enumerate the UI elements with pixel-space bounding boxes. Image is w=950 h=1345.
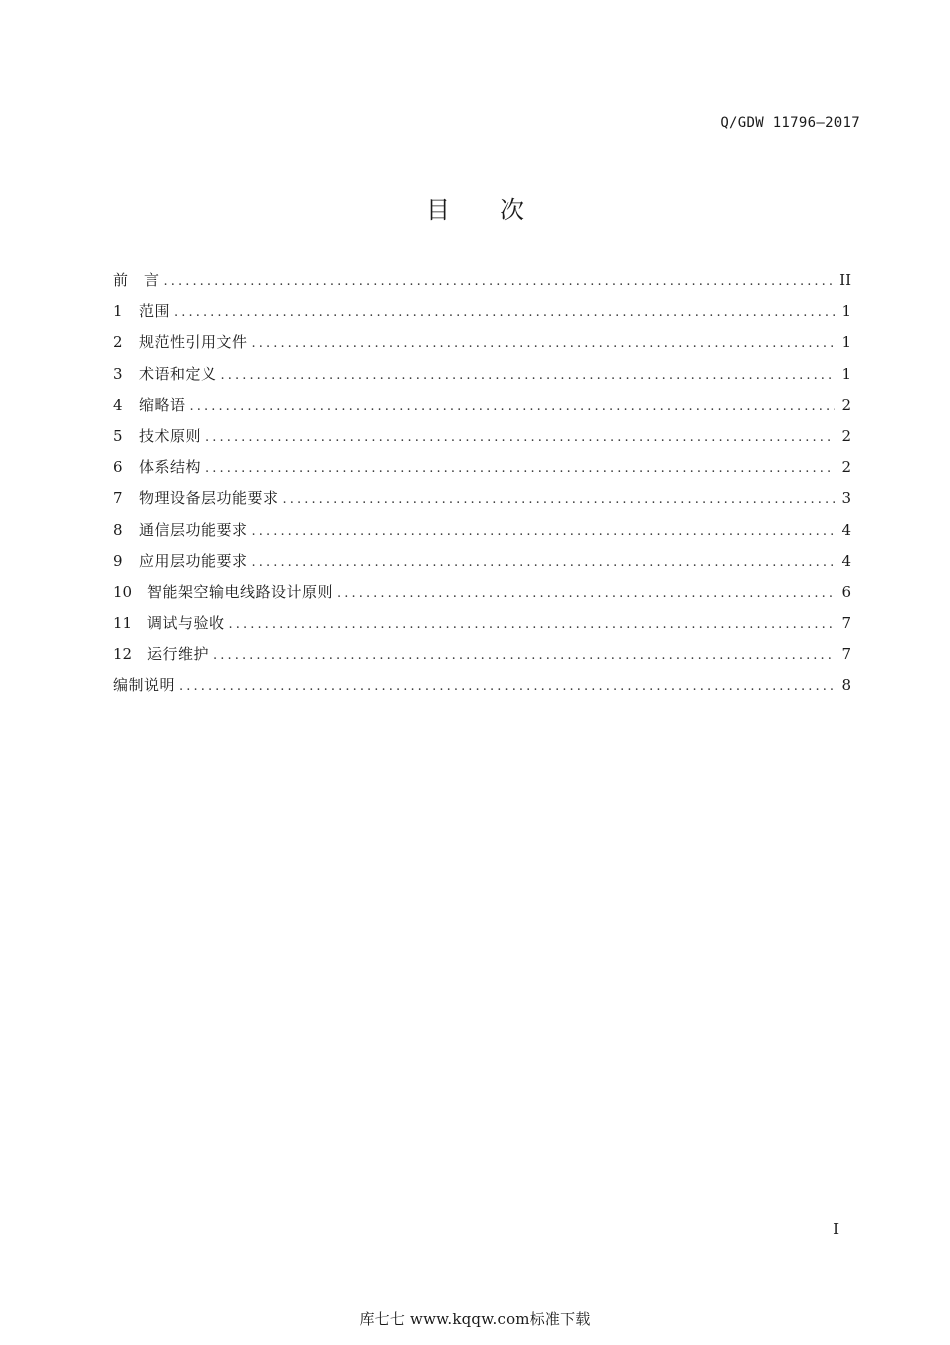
toc-section-number: 10 <box>113 582 133 601</box>
toc-entry-12[interactable] <box>113 639 851 670</box>
toc-label: 运行维护 <box>147 645 210 664</box>
toc-label: 技术原则 <box>139 426 202 445</box>
toc-entry-11[interactable] <box>113 608 851 639</box>
toc-section-number: 11 <box>113 614 133 633</box>
toc-label: 调试与验收 <box>147 614 225 633</box>
toc-leader-dots <box>337 578 835 609</box>
toc-section-number: 6 <box>113 458 123 477</box>
toc-leader-dots <box>252 547 835 578</box>
toc-section-number: 9 <box>113 551 123 570</box>
toc-section-number: 5 <box>113 426 123 445</box>
toc-page-number: 4 <box>841 551 851 570</box>
toc-label: 体系结构 <box>139 458 202 477</box>
toc-leader-dots <box>205 422 835 453</box>
toc-leader-dots <box>174 297 835 328</box>
toc-page-number: 8 <box>841 676 851 695</box>
toc-section-number: 12 <box>113 645 133 664</box>
toc-entry-5[interactable] <box>113 421 851 452</box>
toc-page-number: 2 <box>841 426 851 445</box>
footer-watermark-text: 库七七 www.kqqw.com标准下载 <box>359 1310 591 1328</box>
toc-section-number: 2 <box>113 333 123 352</box>
toc-page-number: 7 <box>841 614 851 633</box>
toc-entry-8[interactable] <box>113 515 851 546</box>
toc-entry-2[interactable] <box>113 327 851 358</box>
toc-entry-3[interactable] <box>113 359 851 390</box>
toc-label: 通信层功能要求 <box>139 520 248 539</box>
toc-label: 缩略语 <box>139 395 186 414</box>
toc-label: 前 言 <box>113 271 160 289</box>
toc-page-number: 2 <box>841 395 851 414</box>
toc-label: 物理设备层功能要求 <box>139 489 279 508</box>
page-title <box>0 190 950 225</box>
toc-leader-dots <box>190 391 835 422</box>
toc-entry-1[interactable] <box>113 296 851 327</box>
toc-entry-foreword[interactable] <box>113 265 851 296</box>
toc-page-number: 1 <box>841 302 851 321</box>
toc-leader-dots <box>252 328 835 359</box>
toc-leader-dots <box>213 640 835 671</box>
toc-section-number: 8 <box>113 520 123 539</box>
toc-entry-7[interactable] <box>113 483 851 514</box>
toc-section-number: 4 <box>113 395 123 414</box>
toc-section-number: 7 <box>113 489 123 508</box>
toc-entry-10[interactable] <box>113 577 851 608</box>
toc-page-number: 3 <box>841 489 851 508</box>
toc-page-number: 4 <box>841 520 851 539</box>
toc-page-number: 1 <box>841 364 851 383</box>
toc-entry-6[interactable] <box>113 452 851 483</box>
standard-code: Q/GDW 11796—2017 <box>720 115 860 131</box>
toc-leader-dots <box>229 609 835 640</box>
toc-leader-dots <box>252 516 835 547</box>
page-title-char-2: 次 <box>500 196 524 224</box>
toc-page-number: 1 <box>841 333 851 352</box>
toc-leader-dots <box>283 484 835 515</box>
toc-page-number: II <box>839 271 851 289</box>
toc-leader-dots <box>179 671 835 702</box>
toc-label: 应用层功能要求 <box>139 551 248 570</box>
toc-label: 智能架空输电线路设计原则 <box>147 582 334 601</box>
toc-label: 规范性引用文件 <box>139 333 248 352</box>
toc-page-number: 6 <box>841 582 851 601</box>
toc-page-number: 2 <box>841 458 851 477</box>
page-title-char-1: 目 <box>426 196 450 224</box>
toc-page-number: 7 <box>841 645 851 664</box>
toc-label: 编制说明 <box>113 676 176 695</box>
toc-section-number: 1 <box>113 302 123 321</box>
toc-entry-4[interactable] <box>113 390 851 421</box>
toc-entry-9[interactable] <box>113 546 851 577</box>
toc-leader-dots <box>221 360 835 391</box>
toc-leader-dots <box>164 266 834 297</box>
toc-label: 术语和定义 <box>139 364 217 383</box>
toc-label: 范围 <box>139 302 171 321</box>
table-of-contents <box>113 265 851 702</box>
toc-leader-dots <box>205 453 835 484</box>
toc-entry-drafting-notes[interactable] <box>113 670 851 701</box>
page-number: I <box>833 1220 839 1238</box>
toc-section-number: 3 <box>113 364 123 383</box>
